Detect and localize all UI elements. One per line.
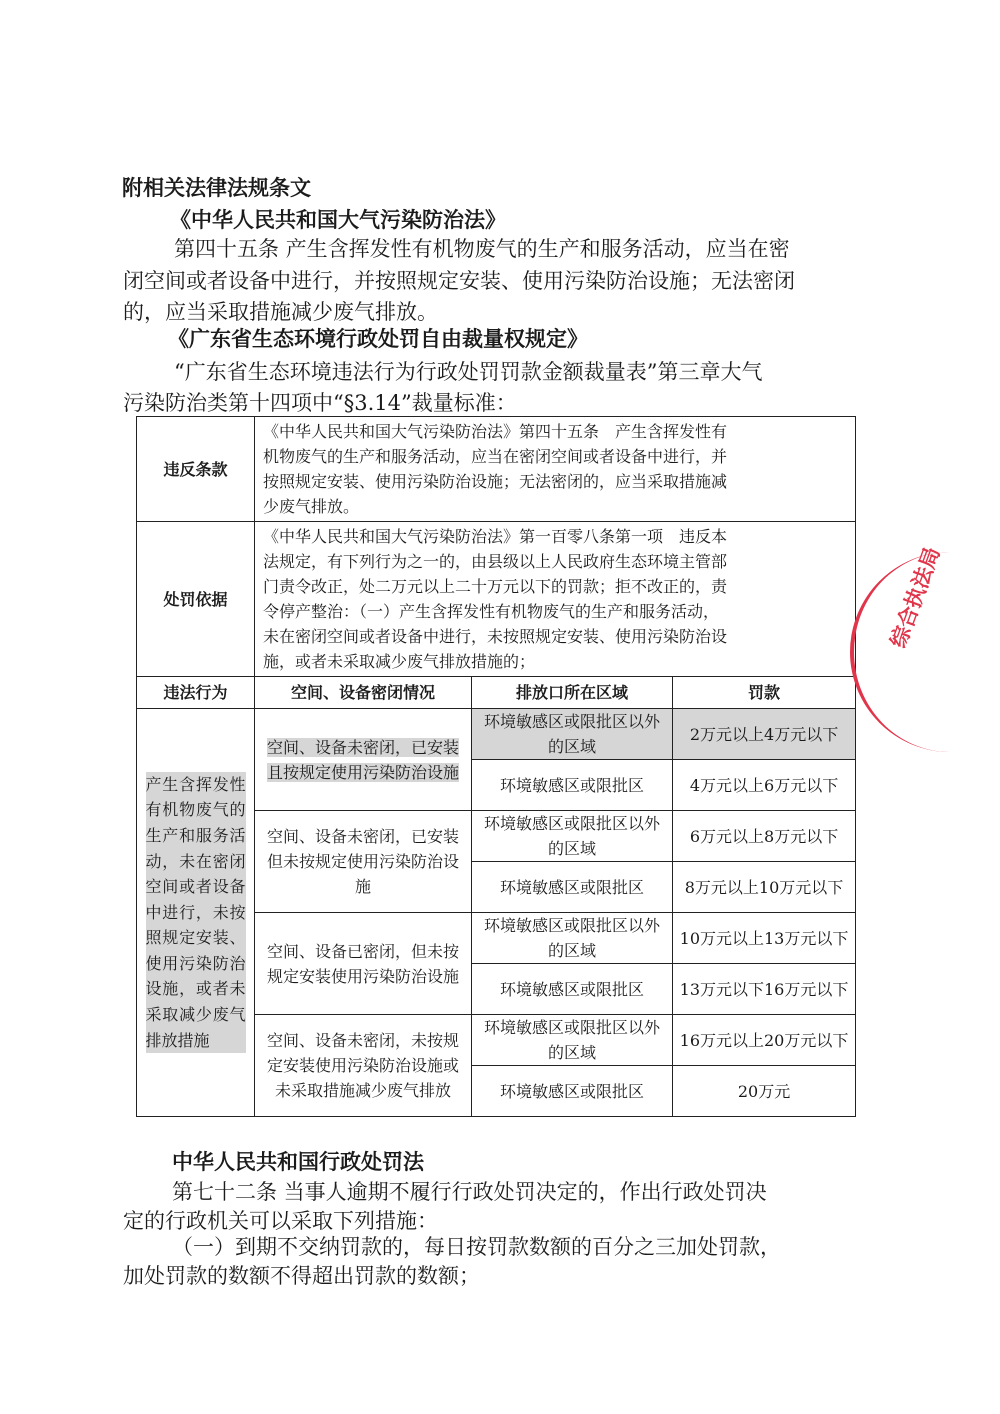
closure-text: 空间、设备未密闭，已安装且按规定使用污染防治设施: [266, 737, 459, 782]
law1-line: 第四十五条 产生含挥发性有机物废气的生产和服务活动，应当在密: [174, 237, 790, 261]
violation-behavior-text: 产生含挥发性有机物废气的生产和服务活动，未在密闭空间或者设备中进行，未按照规定安装、使用污染防治设施，或者未采取减少废气排放措施: [146, 772, 246, 1054]
penalty-basis-label: 处罚依据: [137, 522, 255, 677]
violation-behavior-cell: [137, 709, 255, 1117]
law3-line: 定的行政机关可以采取下列措施：: [123, 1209, 438, 1233]
fine-cell: 20万元: [673, 1066, 856, 1117]
law1-title: 《中华人民共和国大气污染防治法》: [170, 208, 506, 232]
closure-cell: 空间、设备已密闭，但未按规定安装使用污染防治设施: [255, 913, 472, 1015]
basis-line: 未在密闭空间或者设备中进行，未按照规定安装、使用污染防治设: [263, 627, 728, 646]
law1-line: 闭空间或者设备中进行，并按照规定安装、使用污染防治设施；无法密闭: [123, 269, 795, 293]
area-cell: 环境敏感区或限批区: [472, 1066, 673, 1117]
clause-line: 《中华人民共和国大气污染防治法》第四十五条 产生含挥发性有: [263, 422, 728, 441]
basis-line: 施，或者未采取减少废气排放措施的；: [263, 652, 536, 671]
area-cell: 环境敏感区或限批区: [472, 862, 673, 913]
closure-cell: 空间、设备未密闭，已安装但未按规定使用污染防治设施: [255, 811, 472, 913]
fine-cell: 4万元以上6万元以下: [673, 760, 856, 811]
basis-line: 《中华人民共和国大气污染防治法》第一百零八条第一项 违反本: [263, 527, 728, 546]
violated-clause-label: 违反条款: [137, 417, 255, 522]
fine-cell: 2万元以上4万元以下: [673, 709, 856, 760]
area-cell: 环境敏感区或限批区以外的区域: [472, 811, 673, 862]
closure-cell: [255, 709, 472, 811]
law1-line: 的，应当采取措施减少废气排放。: [123, 300, 438, 324]
area-cell: 环境敏感区或限批区: [472, 964, 673, 1015]
basis-line: 法规定，有下列行为之一的，由县级以上人民政府生态环境主管部: [263, 552, 728, 571]
closure-cell: 空间、设备未密闭，未按规定安装使用污染防治设施或未采取措施减少废气排放: [255, 1015, 472, 1117]
law2-title: 《广东省生态环境行政处罚自由裁量权规定》: [168, 327, 588, 351]
law3-title: 中华人民共和国行政处罚法: [172, 1150, 424, 1174]
fine-cell: 13万元以下16万元以下: [673, 964, 856, 1015]
attachment-heading: 附相关法律法规条文: [122, 176, 311, 200]
penalty-basis-text: [255, 522, 856, 677]
law2-line: 污染防治类第十四项中“§3.14”裁量标准：: [123, 391, 517, 415]
clause-line: 按照规定安装、使用污染防治设施；无法密闭的，应当采取措施减: [263, 472, 728, 491]
fine-cell: 16万元以上20万元以下: [673, 1015, 856, 1066]
violated-clause-text: [255, 417, 856, 522]
area-cell: 环境敏感区或限批区: [472, 760, 673, 811]
fine-cell: 8万元以上10万元以下: [673, 862, 856, 913]
clause-line: 机物废气的生产和服务活动，应当在密闭空间或者设备中进行，并: [263, 447, 728, 466]
fine-cell: 10万元以上13万元以下: [673, 913, 856, 964]
official-seal: 综合执法局: [850, 552, 1000, 752]
law3-line: （一）到期不交纳罚款的，每日按罚款数额的百分之三加处罚款，: [172, 1235, 781, 1259]
fine-cell: 6万元以上8万元以下: [673, 811, 856, 862]
clause-line: 少废气排放。: [263, 497, 360, 516]
area-cell: 环境敏感区或限批区以外的区域: [472, 1015, 673, 1066]
header-area: 排放口所在区域: [472, 677, 673, 709]
law2-line: “广东省生态环境违法行为行政处罚罚款金额裁量表”第三章大气: [174, 360, 763, 384]
area-cell: 环境敏感区或限批区以外的区域: [472, 913, 673, 964]
area-cell: 环境敏感区或限批区以外的区域: [472, 709, 673, 760]
law3-line: 加处罚款的数额不得超出罚款的数额；: [123, 1264, 480, 1288]
header-fine: 罚款: [673, 677, 856, 709]
basis-line: 门责令改正，处二万元以上二十万元以下的罚款；拒不改正的，责: [263, 577, 728, 596]
discretion-table: [136, 416, 856, 1117]
header-closure: 空间、设备密闭情况: [255, 677, 472, 709]
law3-line: 第七十二条 当事人逾期不履行行政处罚决定的，作出行政处罚决: [172, 1180, 767, 1204]
basis-line: 令停产整治：（一）产生含挥发性有机物废气的生产和服务活动，: [263, 602, 720, 621]
header-violation: 违法行为: [137, 677, 255, 709]
